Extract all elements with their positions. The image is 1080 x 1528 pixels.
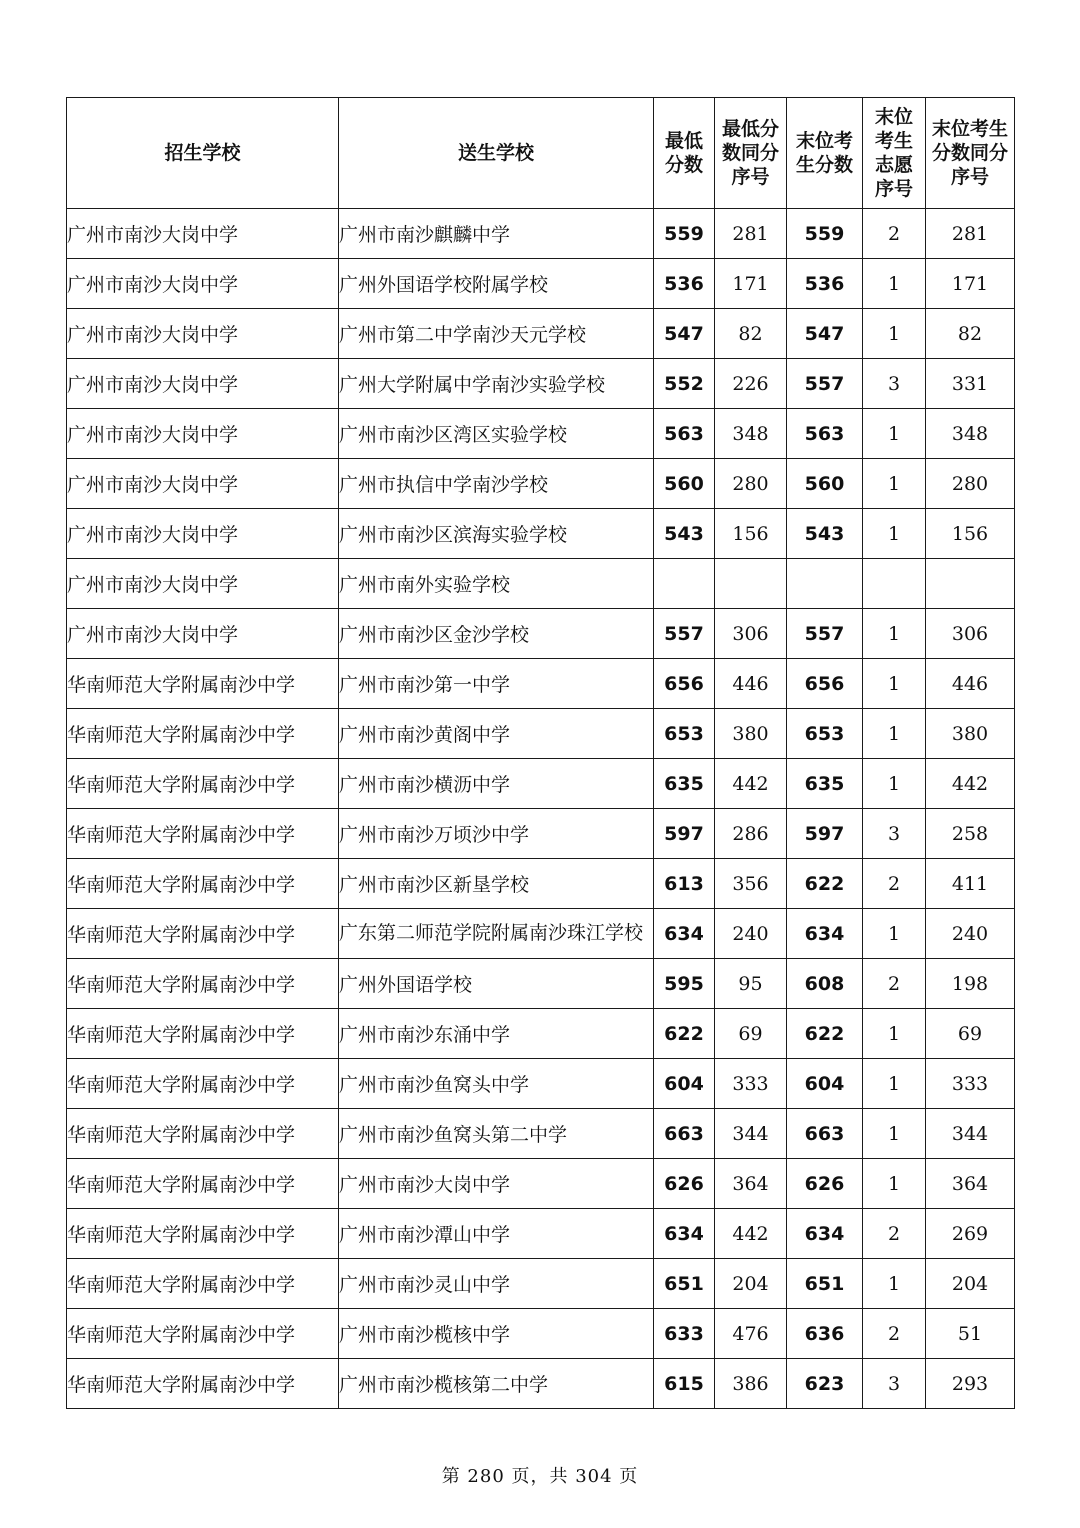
- min-score-tie-rank-cell: 442: [715, 1209, 787, 1259]
- last-student-score-cell: 560: [787, 459, 863, 509]
- min-score-tie-rank-cell: 69: [715, 1009, 787, 1059]
- enrolling-school-cell: 华南师范大学附属南沙中学: [67, 759, 339, 809]
- min-score-tie-rank-cell: 204: [715, 1259, 787, 1309]
- enrolling-school-cell: 广州市南沙大岗中学: [67, 409, 339, 459]
- last-student-choice-rank-cell: 1: [863, 659, 926, 709]
- sending-school-cell: 广州市南沙东涌中学: [339, 1009, 654, 1059]
- last-student-choice-rank-cell: 2: [863, 1309, 926, 1359]
- enrolling-school-cell: 华南师范大学附属南沙中学: [67, 1209, 339, 1259]
- min-score-cell: 552: [654, 359, 715, 409]
- sending-school-cell: 广州市南沙第一中学: [339, 659, 654, 709]
- enrolling-school-cell: 华南师范大学附属南沙中学: [67, 959, 339, 1009]
- min-score-cell: 597: [654, 809, 715, 859]
- enrolling-school-cell: 广州市南沙大岗中学: [67, 359, 339, 409]
- header-last-student-score: 末位考 生分数: [787, 98, 863, 209]
- last-student-choice-rank-cell: 1: [863, 1259, 926, 1309]
- min-score-cell: 615: [654, 1359, 715, 1409]
- min-score-cell: 543: [654, 509, 715, 559]
- last-student-tie-rank-cell: 198: [926, 959, 1015, 1009]
- sending-school-cell: 广州市南沙区金沙学校: [339, 609, 654, 659]
- enrolling-school-cell: 华南师范大学附属南沙中学: [67, 1059, 339, 1109]
- last-student-score-cell: 559: [787, 209, 863, 259]
- last-student-tie-rank-cell: 344: [926, 1109, 1015, 1159]
- min-score-cell: 604: [654, 1059, 715, 1109]
- last-student-choice-rank-cell: 3: [863, 359, 926, 409]
- min-score-tie-rank-cell: 82: [715, 309, 787, 359]
- enrolling-school-cell: 华南师范大学附属南沙中学: [67, 1109, 339, 1159]
- header-sending-school: 送生学校: [339, 98, 654, 209]
- last-student-choice-rank-cell: 1: [863, 509, 926, 559]
- min-score-tie-rank-cell: 95: [715, 959, 787, 1009]
- min-score-tie-rank-cell: 386: [715, 1359, 787, 1409]
- last-student-score-cell: 651: [787, 1259, 863, 1309]
- sending-school-cell: 广州市南沙区滨海实验学校: [339, 509, 654, 559]
- last-student-tie-rank-cell: 348: [926, 409, 1015, 459]
- min-score-tie-rank-cell: [715, 559, 787, 609]
- last-student-tie-rank-cell: 364: [926, 1159, 1015, 1209]
- header-min-score: 最低 分数: [654, 98, 715, 209]
- last-student-score-cell: 635: [787, 759, 863, 809]
- sending-school-cell: 广州市南沙潭山中学: [339, 1209, 654, 1259]
- last-student-score-cell: 547: [787, 309, 863, 359]
- min-score-tie-rank-cell: 280: [715, 459, 787, 509]
- last-student-choice-rank-cell: [863, 559, 926, 609]
- last-student-choice-rank-cell: 1: [863, 459, 926, 509]
- enrolling-school-cell: 华南师范大学附属南沙中学: [67, 809, 339, 859]
- last-student-tie-rank-cell: [926, 559, 1015, 609]
- last-student-score-cell: 626: [787, 1159, 863, 1209]
- table-row: [67, 309, 1015, 359]
- last-student-score-cell: 543: [787, 509, 863, 559]
- last-student-tie-rank-cell: 446: [926, 659, 1015, 709]
- min-score-cell: 560: [654, 459, 715, 509]
- table-row: [67, 259, 1015, 309]
- last-student-score-cell: 653: [787, 709, 863, 759]
- last-student-tie-rank-cell: 380: [926, 709, 1015, 759]
- last-student-score-cell: 622: [787, 859, 863, 909]
- table-row: [67, 459, 1015, 509]
- sending-school-cell: 广州市南沙鱼窝头第二中学: [339, 1109, 654, 1159]
- min-score-cell: 626: [654, 1159, 715, 1209]
- last-student-score-cell: 597: [787, 809, 863, 859]
- table-header-row: [67, 98, 1015, 209]
- table-row: [67, 1009, 1015, 1059]
- last-student-tie-rank-cell: 82: [926, 309, 1015, 359]
- last-student-tie-rank-cell: 258: [926, 809, 1015, 859]
- last-student-tie-rank-cell: 442: [926, 759, 1015, 809]
- last-student-score-cell: 557: [787, 359, 863, 409]
- last-student-score-cell: [787, 559, 863, 609]
- min-score-cell: 622: [654, 1009, 715, 1059]
- table-row: [67, 1059, 1015, 1109]
- table-row: [67, 909, 1015, 959]
- enrolling-school-cell: 华南师范大学附属南沙中学: [67, 1009, 339, 1059]
- last-student-score-cell: 623: [787, 1359, 863, 1409]
- last-student-choice-rank-cell: 1: [863, 709, 926, 759]
- table-row: [67, 359, 1015, 409]
- table-row: [67, 1209, 1015, 1259]
- table-row: [67, 559, 1015, 609]
- last-student-tie-rank-cell: 280: [926, 459, 1015, 509]
- enrolling-school-cell: 华南师范大学附属南沙中学: [67, 659, 339, 709]
- last-student-choice-rank-cell: 3: [863, 1359, 926, 1409]
- last-student-choice-rank-cell: 1: [863, 759, 926, 809]
- table-row: [67, 709, 1015, 759]
- last-student-choice-rank-cell: 3: [863, 809, 926, 859]
- enrolling-school-cell: 广州市南沙大岗中学: [67, 459, 339, 509]
- table-row: [67, 659, 1015, 709]
- min-score-cell: 656: [654, 659, 715, 709]
- last-student-tie-rank-cell: 156: [926, 509, 1015, 559]
- table-row: [67, 759, 1015, 809]
- sending-school-cell: 广州市南沙榄核中学: [339, 1309, 654, 1359]
- min-score-tie-rank-cell: 446: [715, 659, 787, 709]
- last-student-score-cell: 636: [787, 1309, 863, 1359]
- last-student-tie-rank-cell: 411: [926, 859, 1015, 909]
- enrolling-school-cell: 华南师范大学附属南沙中学: [67, 1309, 339, 1359]
- min-score-tie-rank-cell: 240: [715, 909, 787, 959]
- table-row: [67, 809, 1015, 859]
- min-score-cell: 557: [654, 609, 715, 659]
- last-student-choice-rank-cell: 1: [863, 909, 926, 959]
- enrolling-school-cell: 华南师范大学附属南沙中学: [67, 1359, 339, 1409]
- min-score-cell: 613: [654, 859, 715, 909]
- last-student-choice-rank-cell: 1: [863, 609, 926, 659]
- last-student-score-cell: 563: [787, 409, 863, 459]
- last-student-choice-rank-cell: 1: [863, 409, 926, 459]
- sending-school-cell: 广州市南沙榄核第二中学: [339, 1359, 654, 1409]
- sending-school-cell: 广东第二师范学院附属南沙珠江学校: [339, 909, 654, 959]
- last-student-score-cell: 634: [787, 909, 863, 959]
- sending-school-cell: 广州市南沙横沥中学: [339, 759, 654, 809]
- sending-school-cell: 广州市南沙鱼窝头中学: [339, 1059, 654, 1109]
- table-row: [67, 1309, 1015, 1359]
- sending-school-cell: 广州外国语学校: [339, 959, 654, 1009]
- table-row: [67, 509, 1015, 559]
- last-student-score-cell: 634: [787, 1209, 863, 1259]
- last-student-choice-rank-cell: 2: [863, 1209, 926, 1259]
- last-student-choice-rank-cell: 2: [863, 959, 926, 1009]
- min-score-cell: 595: [654, 959, 715, 1009]
- min-score-tie-rank-cell: 442: [715, 759, 787, 809]
- last-student-score-cell: 656: [787, 659, 863, 709]
- sending-school-cell: 广州市第二中学南沙天元学校: [339, 309, 654, 359]
- last-student-tie-rank-cell: 240: [926, 909, 1015, 959]
- enrolling-school-cell: 华南师范大学附属南沙中学: [67, 709, 339, 759]
- min-score-cell: 634: [654, 1209, 715, 1259]
- last-student-tie-rank-cell: 306: [926, 609, 1015, 659]
- last-student-score-cell: 604: [787, 1059, 863, 1109]
- min-score-tie-rank-cell: 356: [715, 859, 787, 909]
- sending-school-cell: 广州市执信中学南沙学校: [339, 459, 654, 509]
- min-score-tie-rank-cell: 171: [715, 259, 787, 309]
- last-student-tie-rank-cell: 331: [926, 359, 1015, 409]
- enrolling-school-cell: 广州市南沙大岗中学: [67, 509, 339, 559]
- sending-school-cell: 广州市南沙黄阁中学: [339, 709, 654, 759]
- min-score-cell: 634: [654, 909, 715, 959]
- min-score-cell: 563: [654, 409, 715, 459]
- enrolling-school-cell: 华南师范大学附属南沙中学: [67, 859, 339, 909]
- last-student-choice-rank-cell: 2: [863, 209, 926, 259]
- last-student-choice-rank-cell: 2: [863, 859, 926, 909]
- last-student-tie-rank-cell: 281: [926, 209, 1015, 259]
- last-student-score-cell: 663: [787, 1109, 863, 1159]
- sending-school-cell: 广州市南沙灵山中学: [339, 1259, 654, 1309]
- last-student-tie-rank-cell: 269: [926, 1209, 1015, 1259]
- last-student-tie-rank-cell: 333: [926, 1059, 1015, 1109]
- last-student-choice-rank-cell: 1: [863, 1159, 926, 1209]
- last-student-choice-rank-cell: 1: [863, 1059, 926, 1109]
- min-score-cell: 559: [654, 209, 715, 259]
- header-enrolling-school: 招生学校: [67, 98, 339, 209]
- sending-school-cell: 广州大学附属中学南沙实验学校: [339, 359, 654, 409]
- min-score-tie-rank-cell: 348: [715, 409, 787, 459]
- min-score-cell: 651: [654, 1259, 715, 1309]
- last-student-tie-rank-cell: 204: [926, 1259, 1015, 1309]
- min-score-tie-rank-cell: 333: [715, 1059, 787, 1109]
- last-student-tie-rank-cell: 171: [926, 259, 1015, 309]
- min-score-tie-rank-cell: 226: [715, 359, 787, 409]
- min-score-cell: 663: [654, 1109, 715, 1159]
- sending-school-cell: 广州市南沙区新垦学校: [339, 859, 654, 909]
- last-student-choice-rank-cell: 1: [863, 259, 926, 309]
- enrolling-school-cell: 华南师范大学附属南沙中学: [67, 909, 339, 959]
- enrolling-school-cell: 华南师范大学附属南沙中学: [67, 1159, 339, 1209]
- enrolling-school-cell: 广州市南沙大岗中学: [67, 559, 339, 609]
- last-student-choice-rank-cell: 1: [863, 309, 926, 359]
- header-min-score-tie-rank: 最低分 数同分 序号: [715, 98, 787, 209]
- min-score-tie-rank-cell: 344: [715, 1109, 787, 1159]
- last-student-score-cell: 557: [787, 609, 863, 659]
- enrolling-school-cell: 华南师范大学附属南沙中学: [67, 1259, 339, 1309]
- last-student-choice-rank-cell: 1: [863, 1109, 926, 1159]
- table-row: [67, 859, 1015, 909]
- min-score-cell: 653: [654, 709, 715, 759]
- enrolling-school-cell: 广州市南沙大岗中学: [67, 259, 339, 309]
- sending-school-cell: 广州市南沙区湾区实验学校: [339, 409, 654, 459]
- table-row: [67, 209, 1015, 259]
- last-student-tie-rank-cell: 51: [926, 1309, 1015, 1359]
- header-last-student-choice-rank: 末位 考生 志愿 序号: [863, 98, 926, 209]
- min-score-cell: [654, 559, 715, 609]
- sending-school-cell: 广州市南沙麒麟中学: [339, 209, 654, 259]
- admission-score-table: [66, 97, 1015, 1409]
- table-row: [67, 609, 1015, 659]
- enrolling-school-cell: 广州市南沙大岗中学: [67, 309, 339, 359]
- table-row: [67, 1159, 1015, 1209]
- min-score-tie-rank-cell: 380: [715, 709, 787, 759]
- last-student-score-cell: 622: [787, 1009, 863, 1059]
- sending-school-cell: 广州市南外实验学校: [339, 559, 654, 609]
- page-number-footer: 第 280 页，共 304 页: [441, 1466, 639, 1487]
- min-score-cell: 635: [654, 759, 715, 809]
- last-student-score-cell: 536: [787, 259, 863, 309]
- last-student-tie-rank-cell: 293: [926, 1359, 1015, 1409]
- min-score-cell: 547: [654, 309, 715, 359]
- table-row: [67, 1259, 1015, 1309]
- table-row: [67, 959, 1015, 1009]
- min-score-cell: 633: [654, 1309, 715, 1359]
- min-score-tie-rank-cell: 281: [715, 209, 787, 259]
- table-row: [67, 1359, 1015, 1409]
- min-score-tie-rank-cell: 364: [715, 1159, 787, 1209]
- min-score-tie-rank-cell: 476: [715, 1309, 787, 1359]
- min-score-tie-rank-cell: 156: [715, 509, 787, 559]
- table-row: [67, 1109, 1015, 1159]
- last-student-score-cell: 608: [787, 959, 863, 1009]
- enrolling-school-cell: 广州市南沙大岗中学: [67, 209, 339, 259]
- min-score-cell: 536: [654, 259, 715, 309]
- min-score-tie-rank-cell: 306: [715, 609, 787, 659]
- enrolling-school-cell: 广州市南沙大岗中学: [67, 609, 339, 659]
- sending-school-cell: 广州市南沙大岗中学: [339, 1159, 654, 1209]
- header-last-student-tie-rank: 末位考生 分数同分 序号: [926, 98, 1015, 209]
- sending-school-cell: 广州外国语学校附属学校: [339, 259, 654, 309]
- sending-school-cell: 广州市南沙万顷沙中学: [339, 809, 654, 859]
- last-student-choice-rank-cell: 1: [863, 1009, 926, 1059]
- last-student-tie-rank-cell: 69: [926, 1009, 1015, 1059]
- min-score-tie-rank-cell: 286: [715, 809, 787, 859]
- table-row: [67, 409, 1015, 459]
